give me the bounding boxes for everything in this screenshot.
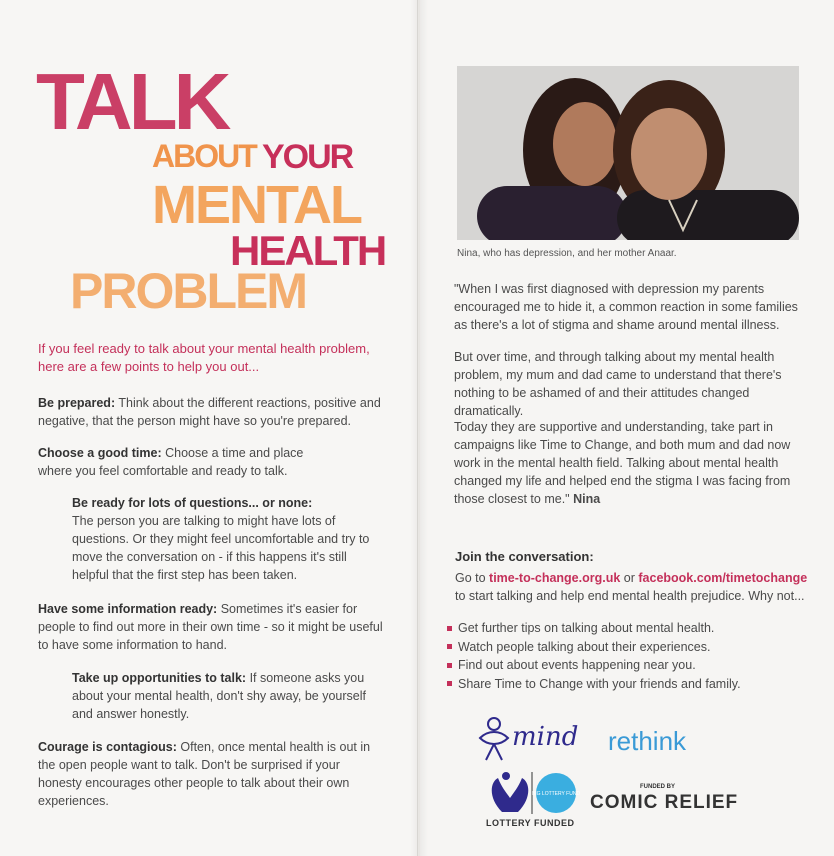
tip-opportunities (72, 669, 372, 723)
tip-text: Think about the different reactions, positive and negative, that the person might have so you're prepared. (38, 396, 381, 428)
tip-title: Have some information ready: (38, 602, 218, 616)
join-rest: to start talking and help end mental health prejudice. Why not... (455, 589, 805, 603)
list-item-text: Get further tips on talking about mental health. (458, 621, 715, 635)
headline-health: HEALTH (230, 227, 386, 274)
join-title: Join the conversation: (455, 549, 594, 564)
tip-questions (72, 494, 382, 584)
mind-wordmark: mind (512, 722, 579, 752)
mind-logo (474, 714, 584, 764)
list-item-text: Watch people talking about their experiences. (458, 639, 711, 654)
tip-text: Sometimes it's easier for people to find out more in their own time - so it might be useful to have some information to hand. (38, 602, 383, 652)
list-item (447, 675, 741, 694)
tip-be-prepared (38, 394, 383, 430)
headline-talk: TALK (36, 57, 228, 146)
list-item (447, 656, 741, 675)
photo-nina-and-mother (457, 66, 799, 240)
tip-information (38, 600, 383, 654)
join-go-to: Go to (455, 571, 490, 585)
tip-text: Often, once mental health is out in the open people want to talk. Don't be surprised if your honesty encourages other people to talk about their own experiences. (38, 740, 371, 808)
bullet-icon (447, 644, 452, 649)
tip-courage (38, 738, 383, 810)
tip-title: Choose a good time: (38, 446, 162, 460)
join-or: or (620, 571, 639, 585)
tip-title: Be ready for lots of questions... or none: (72, 496, 313, 510)
comic-relief-logo: COMIC RELIEF (590, 792, 739, 813)
funded-by-label: FUNDED BY (640, 784, 676, 790)
headline-mental: MENTAL (152, 175, 361, 235)
headline-problem: PROBLEM (70, 263, 306, 319)
link-time-to-change[interactable]: time-to-change.org.uk (489, 571, 621, 585)
bullet-icon (447, 681, 452, 686)
quote-author: Nina (573, 492, 601, 506)
tip-text: The person you are talking to might have lots of questions. Or they might feel uncomfortable and try to move the conversation on - if this happens it's still helpful that the first step has been taken. (72, 514, 370, 582)
bullet-list (447, 619, 741, 693)
photo-caption: Nina, who has depression, and her mother Anaar. (457, 248, 677, 259)
headline-your: YOUR (262, 138, 353, 176)
join-text (455, 569, 820, 605)
fold-crease (410, 0, 428, 856)
list-item (447, 638, 741, 657)
list-item-text: Share Time to Change with your friends and family. (458, 676, 741, 691)
bullet-icon (447, 626, 452, 631)
tip-title: Take up opportunities to talk: (72, 671, 247, 685)
tip-text: If someone asks you about your mental health, don't shy away, be yourself and answer honestly. (72, 671, 366, 721)
tip-good-time (38, 444, 308, 480)
list-item-text: Find out about events happening near you. (458, 658, 696, 672)
tip-text: Choose a time and place where you feel comfortable and ready to talk. (38, 446, 304, 478)
quote-paragraph: "When I was first diagnosed with depression my parents encouraged me to hide it, a common reaction in some families as there's a lot of stigma and shame around mental illness. (454, 282, 798, 332)
headline-about: ABOUT (152, 138, 256, 174)
lottery-funded-label: LOTTERY FUNDED (486, 818, 575, 828)
quote-paragraph (454, 418, 809, 508)
rethink-logo: rethink (608, 726, 687, 756)
list-item (447, 619, 741, 638)
tip-title: Courage is contagious: (38, 740, 177, 754)
link-facebook[interactable]: facebook.com/timetochange (638, 571, 808, 585)
mind-figure-icon (474, 714, 514, 764)
tip-title: Be prepared: (38, 396, 116, 410)
quote-paragraph: But over time, and through talking about my mental health problem, my mum and dad came to understand that there's nothing to be ashamed of and their attitudes changed dramatically. (454, 350, 782, 418)
lottery-hands-icon (492, 772, 529, 812)
intro-text: If you feel ready to talk about your mental health problem, here are a few points to help you out... (38, 341, 370, 374)
quote-text: Today they are supportive and understanding, take part in campaigns like Time to Change, and both mum and dad now work in the mental health field. Talking about mental health changed my life and helped end the stigma I was facing from those closest to me." (454, 420, 791, 506)
big-lottery-fund-badge-label: BIG LOTTERY FUND (531, 791, 581, 797)
headline (34, 57, 404, 320)
bullet-icon (447, 663, 452, 668)
